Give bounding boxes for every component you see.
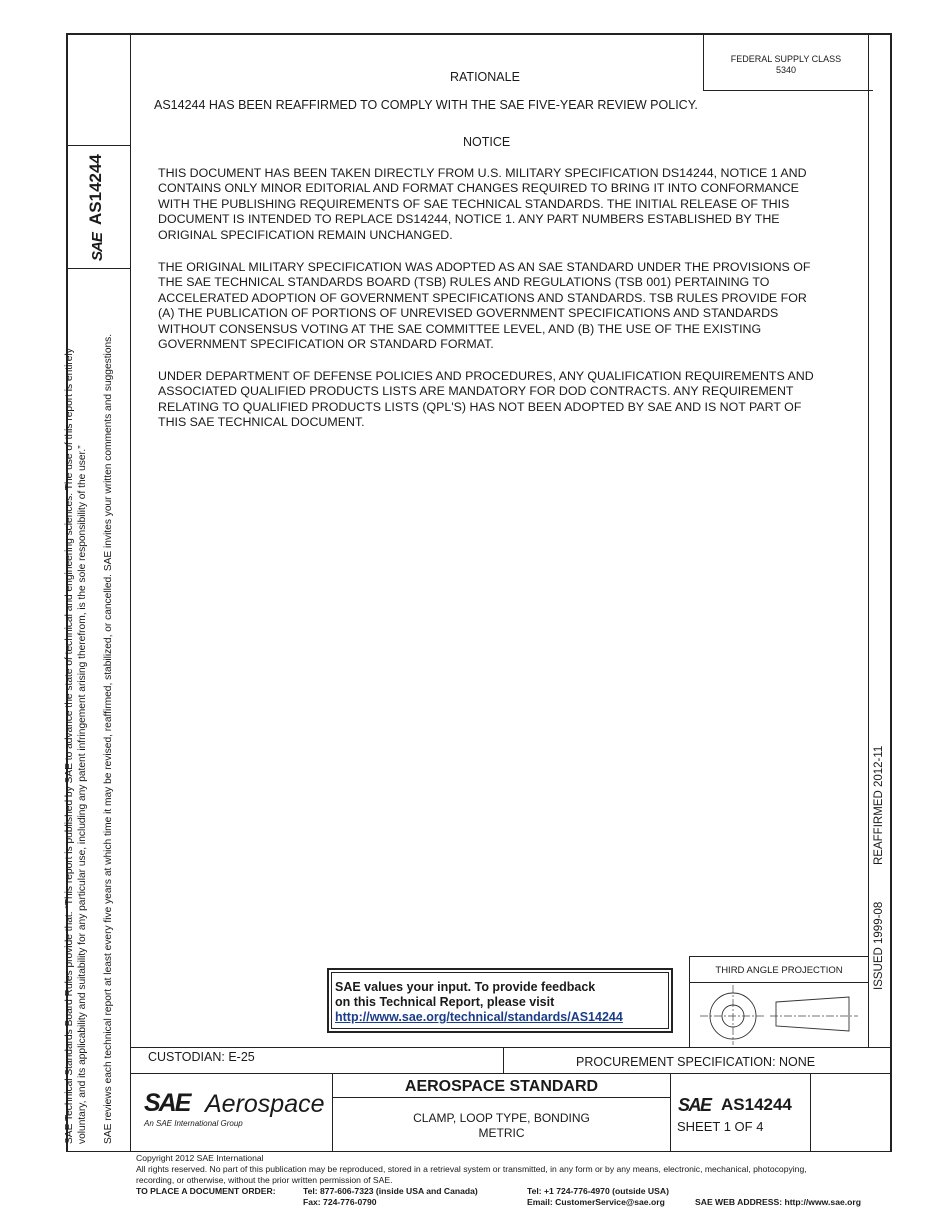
title-cell-right <box>670 1073 671 1152</box>
projection-box-top <box>689 956 869 957</box>
side-disclaimer-line1: SAE Technical Standards Board Rules provide that: “This report is published by SAE to advance the state of technical and engineering sciences. The use of this report is entirely <box>64 348 75 1144</box>
standard-type: AEROSPACE STANDARD <box>404 1078 599 1095</box>
side-doc-number: AS14244 <box>86 154 105 225</box>
paragraph-line: DOCUMENT IS INTENDED TO REPLACE DS14244, NOTICE 1. ANY PART NUMBERS ESTABLISHED BY THE <box>158 212 780 227</box>
footer-order-label: TO PLACE A DOCUMENT ORDER: <box>136 1186 276 1196</box>
feedback-line2: on this Technical Report, please visit <box>335 995 555 1009</box>
feedback-link[interactable]: http://www.sae.org/technical/standards/AS14244 <box>335 1010 623 1024</box>
projection-label: THIRD ANGLE PROJECTION <box>715 965 843 976</box>
notice-heading: NOTICE <box>463 135 511 149</box>
footer-fax: Fax: 724-776-0790 <box>303 1197 377 1207</box>
paragraph-line: RELATING TO QUALIFIED PRODUCTS LISTS (QPL'S) HAS NOT BEEN ADOPTED BY SAE AND IS NOT PART OF <box>158 399 802 414</box>
third-angle-projection-symbol <box>690 983 868 1047</box>
reaffirmed-date: REAFFIRMED 2012-11 <box>873 745 885 865</box>
sae-mark-text: SAE <box>89 233 106 261</box>
title-block-mid <box>130 1073 892 1074</box>
title-doc-number: AS14244 <box>721 1095 792 1114</box>
footer-web[interactable]: SAE WEB ADDRESS: http://www.sae.org <box>695 1197 861 1207</box>
title-block-top <box>130 1047 892 1048</box>
notice-paragraph-2 <box>158 260 838 352</box>
notice-paragraph-1 <box>158 166 838 243</box>
sae-aerospace-logo <box>144 1088 329 1132</box>
sheet-number: SHEET 1 OF 4 <box>677 1119 764 1134</box>
side-disclaimer-line3: SAE reviews each technical report at least every five years at which time it may be revised, reaffirmed, stabilized, or cancelled. SAE invites your written comments and suggestions. <box>103 333 114 1144</box>
frame-top <box>66 33 891 35</box>
frame-left-inner <box>130 33 131 1152</box>
frame-right-inner <box>868 33 869 1048</box>
rationale-text: AS14244 HAS BEEN REAFFIRMED TO COMPLY WITH THE SAE FIVE-YEAR REVIEW POLICY. <box>154 98 698 112</box>
logo-tagline: An SAE International Group <box>144 1119 243 1128</box>
footer-rights-line2: recording, or otherwise, without the prior written permission of SAE. <box>136 1175 393 1185</box>
paragraph-line: WITH THE PUBLISHING REQUIREMENTS OF SAE TECHNICAL STANDARDS. THE INITIAL RELEASE OF THIS <box>158 196 790 211</box>
paragraph-line: WITHOUT CONSENSUS VOTING AT THE SAE COMMITTEE LEVEL, AND (B) THE USE OF THE EXISTING <box>158 321 762 336</box>
issued-date: ISSUED 1999-08 <box>873 901 885 990</box>
footer-rights-line1: All rights reserved. No part of this publication may be reproduced, stored in a retrieval system or transmitted, in any form or by any means, electronic, mechanical, photocopying, <box>136 1164 807 1174</box>
fsc-box-bottom <box>703 90 873 91</box>
footer-tel-usa: Tel: 877-606-7323 (inside USA and Canada) <box>303 1186 478 1196</box>
title-line2: METRIC <box>478 1126 525 1140</box>
paragraph-line: THIS DOCUMENT HAS BEEN TAKEN DIRECTLY FROM U.S. MILITARY SPECIFICATION DS14244, NOTICE 1 AND <box>158 166 807 180</box>
feedback-line1: SAE values your input. To provide feedback <box>335 980 596 994</box>
paragraph-line: THE ORIGINAL MILITARY SPECIFICATION WAS ADOPTED AS AN SAE STANDARD UNDER THE PROVISIONS OF <box>158 260 811 274</box>
frame-bottom <box>66 1151 892 1152</box>
fsc-value: 5340 <box>775 65 797 75</box>
paragraph-line: ASSOCIATED QUALIFIED PRODUCTS LISTS ARE MANDATORY FOR DOD CONTRACTS. ANY REQUIREMENT <box>158 384 794 399</box>
number-cell-right <box>810 1073 811 1152</box>
paragraph-line: ACCELERATED ADOPTION OF GOVERNMENT SPECIFICATIONS AND STANDARDS. TSB RULES PROVIDE FOR <box>158 290 807 305</box>
frame-right <box>890 33 892 1152</box>
feedback-box <box>327 968 673 1033</box>
title-line1: CLAMP, LOOP TYPE, BONDING <box>413 1111 590 1125</box>
footer-tel-intl: Tel: +1 724-776-4970 (outside USA) <box>527 1186 669 1196</box>
notice-paragraph-3 <box>158 369 838 431</box>
paragraph-line: CONTAINS ONLY MINOR EDITORIAL AND FORMAT CHANGES REQUIRED TO BRING IT INTO CONFORMANCE <box>158 181 799 196</box>
footer-email[interactable]: Email: CustomerService@sae.org <box>527 1197 665 1207</box>
side-sae-mark <box>89 233 107 261</box>
side-box-top <box>66 145 131 146</box>
paragraph-line: (A) THE PUBLICATION OF PORTIONS OF UNREVISED GOVERNMENT SPECIFICATIONS AND STANDARDS <box>158 306 779 321</box>
paragraph-line: ORIGINAL SPECIFICATION REMAIN UNCHANGED. <box>158 227 453 242</box>
paragraph-line: THIS SAE TECHNICAL DOCUMENT. <box>158 415 365 430</box>
side-box-bottom <box>66 268 131 269</box>
side-disclaimer-line2: voluntary, and its applicability and suitability for any particular use, including any patent infringement arising therefrom, is the sole responsibility of the user.” <box>77 445 88 1144</box>
sae-mark-small: SAE <box>678 1095 711 1115</box>
procurement-spec: PROCUREMENT SPECIFICATION: NONE <box>576 1055 816 1069</box>
logo-aerospace: Aerospace <box>205 1090 325 1118</box>
fsc-label: FEDERAL SUPPLY CLASS <box>730 54 842 64</box>
logo-sae: SAE <box>144 1089 190 1117</box>
paragraph-line: GOVERNMENT SPECIFICATION OR STANDARD FORMAT. <box>158 337 494 352</box>
paragraph-line: UNDER DEPARTMENT OF DEFENSE POLICIES AND PROCEDURES, ANY QUALIFICATION REQUIREMENTS AND <box>158 369 814 383</box>
paragraph-line: THE SAE TECHNICAL STANDARDS BOARD (TSB) RULES AND REGULATIONS (TSB 001) PERTAINING TO <box>158 275 770 290</box>
custodian-label: CUSTODIAN: E-25 <box>148 1050 255 1064</box>
custodian-divider <box>503 1047 504 1073</box>
footer-copyright: Copyright 2012 SAE International <box>136 1153 264 1163</box>
standard-type-underline <box>332 1097 670 1098</box>
rationale-heading: RATIONALE <box>450 70 520 84</box>
